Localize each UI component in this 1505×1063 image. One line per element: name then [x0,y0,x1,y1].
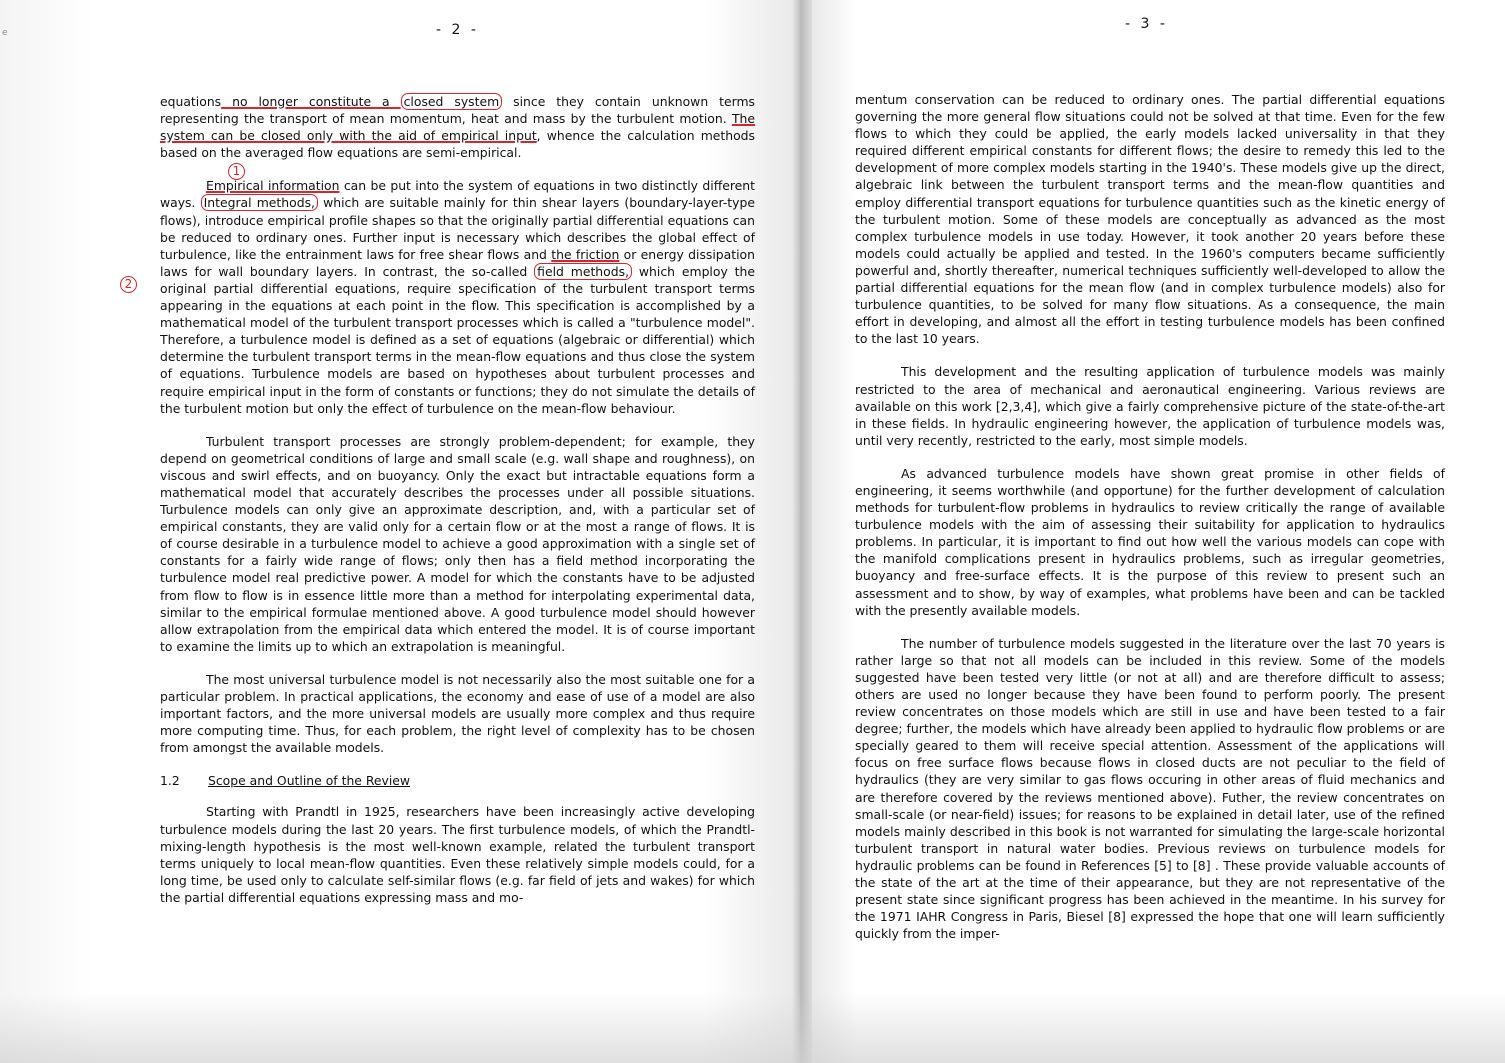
section-number: 1.2 [160,773,180,789]
text-run: which employ the original partial differential equations, require specification of the turbulent transport terms appearing in the equations at each point in the flow. This specification is accomplished by a mathematical model of the turbulent transport processes which is called a "turbulence model". Therefore, a turbulence model is defined as a set of equations (algebraic or differential) which determine the turbulent transport terms in the mean-flow equations and thus close the system of equations. Turbulence models are based on hypotheses about turbulent processes and require empirical input in the form of constants or functions; they do not simulate the details of the turbulent motion but only the effect of turbulence on the mean-flow behaviour. [160,263,756,416]
paragraph-empirical-information [160,177,755,416]
paragraph-universal-model: The most universal turbulence model is not necessarily also the most suitable one for a particular problem. In practical applications, the economy and ease of use of a model are also important factors, and the more universal models are usually more complex and thus require more computing time. Thus, for each problem, the right level of complexity has to be chosen from amongst the available models. [160,671,755,756]
paragraph-closed-system [160,93,755,161]
section-heading [160,772,755,789]
paragraph-advanced-models: As advanced turbulence models have shown great promise in other fields of engineering, it seems worthwhile (and opportune) for the further development of calculation methods for turbulent-flow problems in hydraulics to review critically the range of available turbulence models with the aim of assessing their suitability for application to hydraulics problems. In particular, it is important to find out how well the various models can cope with the manifold complications present in hydraulics problems, such as irregular geometries, buoyancy and free-surface effects. It is the purpose of this review to present such an assessment and to show, by way of examples, what problems have been and can be tackled with the presently available models. [855,465,1445,618]
annotation-marker-2: 2 [120,276,137,293]
underlined-phrase: no longer constitute a [221,94,401,109]
page-number-right: - 3 - [1125,16,1168,32]
paragraph-number-of-models: The number of turbulence models suggested in the literature over the last 70 years is rather large so that not all models can be included in this review. Some of the models suggested have been tested very little (or not at all) and are therefore difficult to assess; others are used no longer because they have been found to perform poorly. The present review concentrates on those models which are still in use and have been tested to a fair degree; further, the models which have already been applied to hydraulic flow problems or are specially geared to them will receive special attention. Assessment of the applications will focus on free surface flows because flows in closed ducts are not peculiar to the field of hydraulics (they are very similar to gas flows occuring in other areas of fluid mechanics and are therefore covered by the reviews mentioned above). Futher, the review concentrates on small-scale (or near-field) issues; for reasons to be explained in detail later, use of the refined models mainly described in this book is not warranted for simulating the large-scale horizontal turbulent transport in natural water bodies. Previous reviews on turbulence models for hydraulic problems can be found in References [5] to [8] . These provide valuable accounts of the state of the art at the time of their appearance, but they are not representative of the present state since significant progress has been achieved in the meantime. In his survey for the 1971 IAHR Congress in Paris, Biesel [8] expressed the hope that one will learn sufficiently quickly from the imper- [855,635,1445,942]
paragraph-momentum-conservation: mentum conservation can be reduced to ordinary ones. The partial differential equations governing the more general flow situations could not be solved at that time. Even for the few flows to which they could be applied, the early models lacked universality in that they required different empirical constants for different flows; the desire to remedy this led to the development of more complex models starting in the 1940's. These models give up the direct, algebraic link between the turbulent transport terms and the mean-flow quantities and employ differential transport equations for turbulence quantities such as the kinetic energy of the turbulent motion. Some of these models are conceptually as advanced as the most complex turbulence models in use today. However, it took another 20 years before these models could actually be applied and tested. In the 1960's computers became sufficiently powerful and, shortly thereafter, numerical techniques sufficiently well-developed to allow the partial differential equations for the mean flow (and in complex turbulence models) also for turbulence quantities, to be solved for many flow situations. As a consequence, the main effort in developing, and almost all the effort in testing turbulence models has been confined to the last 10 years. [855,92,1445,347]
text-run: , whence the calculation methods based on the averaged flow equations are semi-empirical. [160,128,755,161]
right-text-column [855,91,1445,958]
left-text-column [160,93,755,922]
text-run: equations [160,94,222,109]
right-page [800,0,1505,1063]
underlined-phrase-friction: the friction [551,246,620,262]
page-number-left: - 2 - [436,22,479,38]
text-run: since they contain unknown terms representing the transport of mean momentum, heat and mass by the turbulent motion. [160,94,756,127]
text-run: can be put into the system of equations in two distinctly different ways. [160,178,756,211]
paragraph-development: This development and the resulting application of turbulence models was mainly restricted to the area of mechanical and aeronautical engineering. Various reviews are available on this work [2,3,4], which give a fairly comprehensive picture of the state-of-the-art in these fields. In hydraulic engineering however, the application of turbulence models was, until very recently, restricted to the early, most simple models. [855,364,1445,448]
underlined-phrase-empirical-input: The system can be closed only with the aid of empirical input [160,111,755,144]
highlighted-term-field-methods: field methods, [534,263,632,280]
section-title: Scope and Outline of the Review [208,773,411,789]
paragraph-prandtl: Starting with Prandtl in 1925, researchers have been increasingly active developing turbulence models during the last 20 years. The first turbulence models, of which the Prandtl-mixing-length hypothesis is the most well-known example, related the turbulent transport terms uniquely to local mean-flow quantities. Even these relatively simple models could, for a long time, be used only to calculate self-similar flows (e.g. far field of jets and wakes) for which the partial differential equations expressing mass and mo- [160,804,755,905]
highlighted-term-integral-methods: Integral methods, [201,194,318,211]
highlighted-term-closed-system: closed system [401,93,503,110]
text-run: or energy dissipation laws for wall boundary layers. In contrast, the so-called [160,246,755,279]
paragraph-transport-processes: Turbulent transport processes are strongly problem-dependent; for example, they depend on geometrical conditions of large and small scale (e.g. wall shape and roughness), on viscous and swirl effects, and on buoyancy. Only the exact but intractable equations form a mathematical model that accurately describes the processes under all possible situations. Turbulence models can only give an approximate description, and, with a particular set of empirical constants, they are valid only for a certain flow or at the most a range of flows. It is of course desirable in a turbulence model to achieve a good approximation with a single set of constants for a fairly wide range of flows; only then has a field method incorporating the turbulence model real predictive power. A model for which the constants have to be adjusted from flow to flow is in essence little more than a method for interpolating experimental data, similar to the empirical formulae mentioned above. A good turbulence model should however allow extrapolation from the empirical data which entered the model. It is of course important to examine the limits up to which an extrapolation is meaningful. [160,433,755,654]
annotation-marker-1: 1 [228,163,245,180]
text-run: which are suitable mainly for thin shear layers (boundary-layer-type flows), introduce empirical profile shapes so that the originally partial differential equations can be reduced to ordinary ones. Further input is necessary which describes the global effect of turbulence, like the entrainment laws for free shear flows and [160,195,755,262]
margin-mark: e [2,28,8,38]
underlined-phrase-empirical-information: Empirical information [206,178,340,194]
